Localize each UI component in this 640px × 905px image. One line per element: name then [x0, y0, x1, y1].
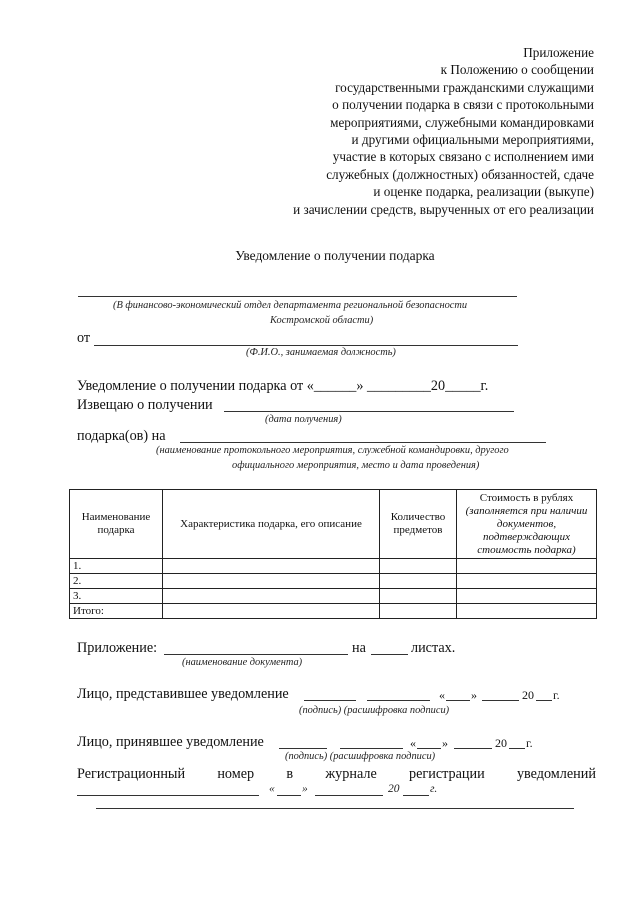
table-row [70, 589, 597, 604]
document-title: Уведомление о получении подарка [235, 248, 435, 263]
registration-number-line [77, 795, 259, 796]
submitted-year-prefix: 20 [522, 688, 534, 702]
from-hint: (Ф.И.О., занимаемая должность) [246, 347, 396, 358]
accepted-sign-line [279, 748, 327, 749]
accepted-year-suffix: г. [526, 736, 533, 750]
recipient-hint-2: Костромской области) [270, 315, 374, 326]
registration-day-line [277, 795, 301, 796]
submitted-year-line [536, 700, 552, 701]
header-line: и другими официальными мероприятиями, [351, 132, 594, 148]
header-line: и оценке подарка, реализации (выкупе) [373, 184, 594, 200]
inform-label: Извещаю о получении [77, 397, 213, 413]
table-row [70, 559, 597, 574]
col-cost-header [457, 490, 597, 559]
accepted-hint: (подпись) (расшифровка подписи) [285, 751, 436, 762]
notice-date-suffix: г. [480, 378, 489, 394]
gift-table [69, 489, 597, 619]
accepted-date-close: » [442, 736, 448, 750]
notice-date-line [77, 378, 488, 395]
header-line: о получении подарка в связи с протокольными [332, 97, 594, 113]
attachment-doc-line [164, 654, 348, 655]
notice-date-mid: » _________ [356, 378, 431, 394]
registration-text [77, 766, 596, 783]
accepted-date-open: « [410, 736, 416, 750]
table-total-row [70, 604, 597, 619]
registration-date-close: » [302, 783, 308, 795]
header-line: к Положению о сообщении [440, 62, 594, 78]
registration-word: уведомлений [516, 766, 596, 782]
col-qty-header: Количество предметов [380, 490, 457, 559]
attachment-sheets-line [371, 654, 408, 655]
inform-hint: (дата получения) [265, 414, 342, 425]
accepted-year-prefix: 20 [495, 736, 507, 750]
row-number: 3. [70, 589, 163, 604]
registration-month-line [315, 795, 383, 796]
submitted-year-suffix: г. [553, 688, 560, 702]
submitted-hint: (подпись) (расшифровка подписи) [299, 705, 450, 716]
recipient-line [78, 296, 517, 297]
notice-date-year-prefix: 20 [430, 378, 446, 394]
recipient-hint-1: (В финансово-экономический отдел департамента региональной безопасности [113, 300, 468, 311]
accepted-name-line [340, 748, 403, 749]
bottom-rule [96, 808, 574, 809]
inform-line [224, 411, 514, 412]
accepted-year-line [509, 748, 525, 749]
registration-word: в [286, 766, 294, 782]
registration-word: номер [217, 766, 255, 782]
submitted-label: Лицо, представившее уведомление [77, 686, 289, 702]
header-line: и зачислении средств, вырученных от его реализации [293, 201, 594, 217]
gifts-hint-2: официального мероприятия, место и дата проведения) [232, 460, 480, 471]
submitted-name-line [367, 700, 430, 701]
notice-date-start: Уведомление о получении подарка от « [77, 378, 314, 394]
from-line [94, 345, 518, 346]
registration-year-line [403, 795, 429, 796]
registration-year-prefix: 20 [388, 783, 400, 795]
attachment-label: Приложение: [77, 640, 158, 656]
col-cost-title: Стоимость в рублях [479, 491, 574, 504]
registration-word: регистрации [409, 766, 485, 782]
registration-date-open: « [269, 783, 275, 795]
row-number: 1. [70, 559, 163, 574]
total-label: Итого: [70, 604, 163, 619]
from-label: от [77, 330, 91, 346]
header-line: Приложение [523, 45, 594, 60]
registration-year-suffix: г. [430, 783, 438, 795]
accepted-label: Лицо, принявшее уведомление [77, 734, 264, 750]
accepted-day-line [417, 748, 441, 749]
submitted-day-line [446, 700, 470, 701]
accepted-month-line [454, 748, 492, 749]
col-name-header: Наименование подарка [70, 490, 163, 559]
header-line: служебных (должностных) обязанностей, сдаче [326, 166, 594, 182]
notice-date-year: _____ [445, 378, 481, 394]
appendix-header [293, 44, 594, 218]
submitted-date-open: « [439, 688, 445, 702]
submitted-date-close: » [471, 688, 477, 702]
row-number: 2. [70, 574, 163, 589]
header-line: мероприятиями, служебными командировками [330, 114, 594, 130]
col-cost-note: (заполняется при наличии документов, подтверждающих стоимость подарка) [465, 504, 588, 556]
table-row [70, 574, 597, 589]
header-line: государственными гражданскими служащими [335, 79, 594, 95]
attachment-sheets: листах. [411, 640, 456, 656]
header-line: участие в которых связано с исполнением ими [332, 149, 594, 165]
attachment-hint: (наименование документа) [182, 657, 303, 668]
gifts-line [180, 442, 546, 443]
gifts-label: подарка(ов) на [77, 428, 166, 444]
table-header-row [70, 490, 597, 559]
col-desc-header: Характеристика подарка, его описание [163, 490, 380, 559]
notice-date-day: ______ [313, 378, 357, 394]
submitted-sign-line [304, 700, 356, 701]
attachment-na: на [352, 640, 366, 656]
submitted-month-line [482, 700, 519, 701]
gifts-hint-1: (наименование протокольного мероприятия, служебной командировки, другого [156, 445, 509, 456]
registration-word: Регистрационный [77, 766, 186, 782]
registration-word: журнале [325, 766, 377, 782]
